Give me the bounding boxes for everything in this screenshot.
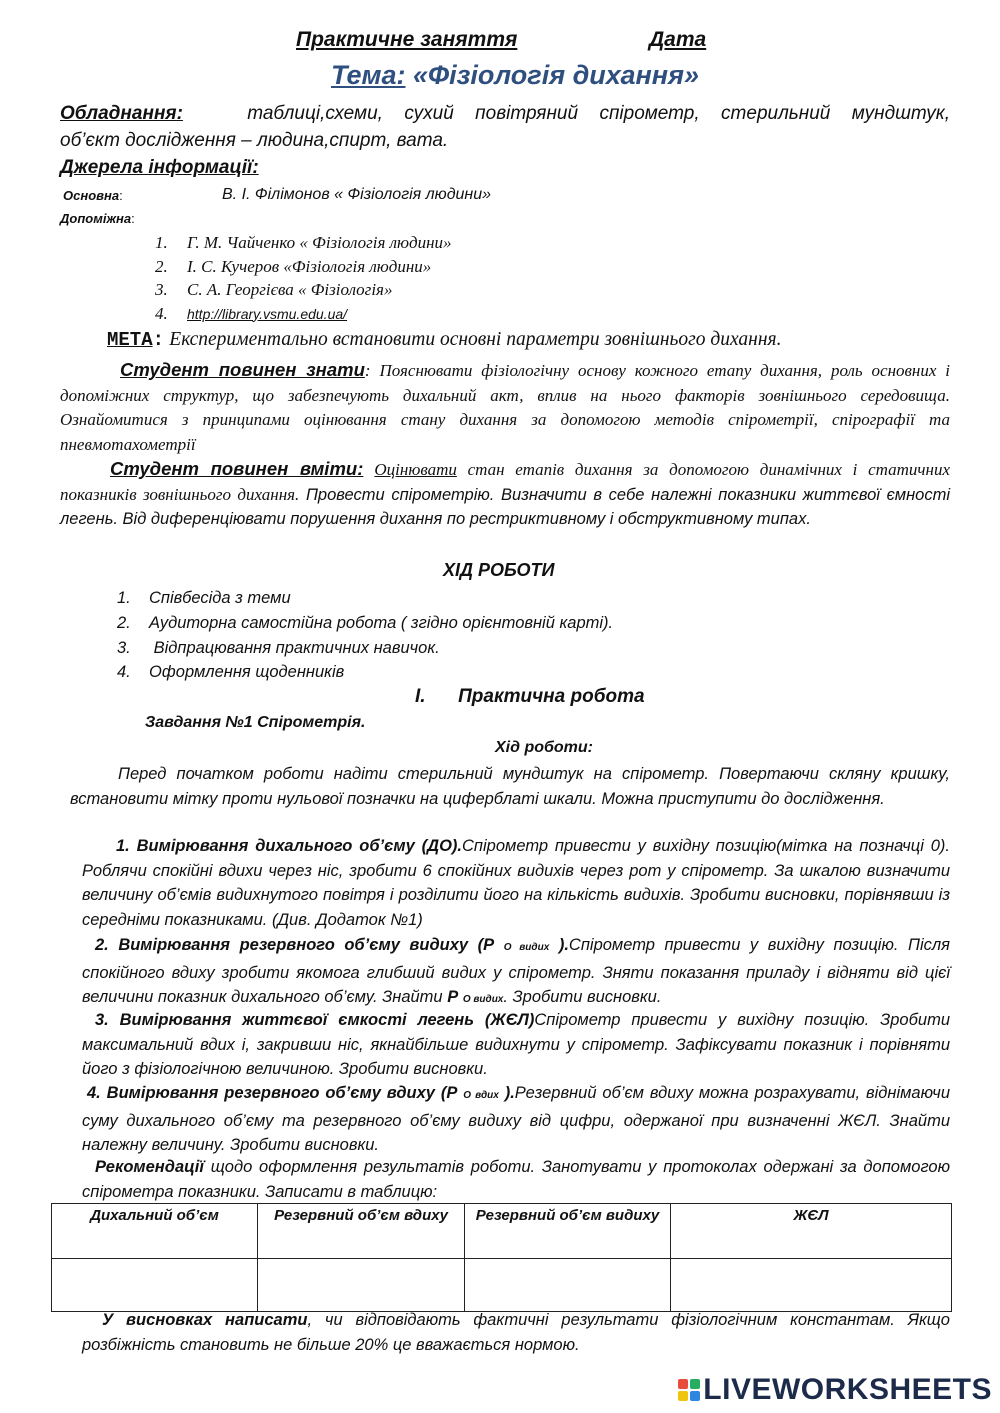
goal-block: МЕТА: Експериментально встановити основні параметри зовнішнього дихання. <box>107 329 782 351</box>
practical-title: Практична робота <box>458 686 645 707</box>
step-1-text: Спірометр привести у вихідну позицію(мітка на позначці 0). Роблячи спокійні вдихи через ніс, зробити 6 спокійних видихів через рот у спірометр. За шкалою визначити величину об’ємів видихнутого повітря і розділити його на кількість видихів. Зробити висновки, порівнявши із середніми показниками. (Див. Додаток №1) <box>82 837 951 929</box>
list-item: 2. І. С. Кучеров «Фізіологія людини» <box>155 256 432 276</box>
equipment-block <box>60 100 950 154</box>
conclusion-label: У висновках написати <box>102 1311 308 1329</box>
skills-block: Студент повинен вміти: Оцінювати стан етапів дихання за допомогою динамічних і статичних показників зовнішнього дихання. Провести спірометрію. Визначити в себе належні показники життєвої ємності легень. Від диференціювати порушення дихання по рестриктивному і обструктивному типах. <box>60 458 951 528</box>
logo-text: LIVEWORKSHEETS <box>703 1373 992 1406</box>
list-item: 1. Г. М. Чайченко « Фізіологія людини» <box>155 233 452 252</box>
equipment-label: Обладнання: <box>60 103 183 124</box>
table-header: Резервний об’єм вдиху <box>258 1204 465 1259</box>
goal-text: Експериментально встановити основні параметри зовнішнього дихання. <box>169 329 782 350</box>
page-title <box>331 60 699 91</box>
recommendations: Рекомендації щодо оформлення результатів роботи. Занотувати у протоколах одержані за допомогою спірометра показники. Записати в таблицю: <box>82 1158 950 1201</box>
practical-heading <box>415 686 645 708</box>
table-row <box>52 1259 952 1312</box>
step-4: 4. Вимірювання резервного об’єму вдиху (Р О вдих ).Резервний об’єм вдиху можна розрахувати, віднімаючи суму дихального об’єму та резервного об’єму видиху від цифри, одержаної при визначенні ЖЄЛ. Знайти належну величину. Зробити висновки. <box>82 1084 950 1154</box>
topic-label: Тема: <box>331 60 406 90</box>
intro-paragraph: Перед початком роботи надіти стерильний мундштук на спірометр. Повертаючи скляну кришку, встановити мітку проти нульової позначки на циферблаті шкали. Можна приступити до дослідження. <box>70 765 950 808</box>
list-item: 4. http://library.vsmu.edu.ua/ <box>155 303 348 323</box>
list-item: 3. С. А. Георгієва « Фізіологія» <box>155 280 393 299</box>
workflow-list <box>117 586 613 685</box>
skills-text-start: Оцінювати <box>374 460 457 479</box>
table-cell[interactable] <box>465 1259 671 1312</box>
liveworksheets-logo <box>678 1373 992 1407</box>
library-link[interactable]: http://library.vsmu.edu.ua/ <box>187 305 348 322</box>
sources-main: Основна: <box>63 188 123 203</box>
table-header: Резервний об’єм видиху <box>465 1204 671 1259</box>
step-1-title: 1. Вимірювання дихального об’єму (ДО). <box>116 837 462 855</box>
table-header: Дихальний об’єм <box>52 1204 258 1259</box>
goal-label: МЕТА <box>107 329 153 351</box>
table-cell[interactable] <box>52 1259 258 1312</box>
header-practical: Практичне заняття <box>296 28 518 51</box>
skills-label: Студент повинен вміти: <box>110 458 364 479</box>
step-2: 2. Вимірювання резервного об’єму видиху (Р О видих ).Спірометр привести у вихідну позицію. Після спокійного вдиху зробити якомога глибший видих у спірометр. Зняти показання приладу і відняти від цієї величини показник дихального об’єму. Знайти Р О видих. Зробити висновки. <box>82 936 950 1006</box>
sources-main-text: В. І. Філімонов « Фізіологія людини» <box>222 186 492 203</box>
know-text: Пояснювати фізіологічну основу кожного етапу дихання, роль основних і допоміжних структур, що забезпечують дихальний акт, вплив на нього факторів зовнішнього середовища. Ознайомитися з принципами оцінювання стану дихання за допомогою методів спірометрії, спірографії та пневмотахометрії <box>60 361 950 454</box>
sources-heading: Джерела інформації: <box>60 157 259 178</box>
course-title: Хід роботи: <box>495 739 594 756</box>
skills-text-rest: Провести спірометрію. Визначити в себе належні показники життєвої ємності легень. Від диференціювати порушення дихання по рестриктивному і обструктивному типах. <box>60 485 951 528</box>
workflow-heading: ХІД РОБОТИ <box>443 560 555 580</box>
header-date: Дата <box>649 28 707 51</box>
table-header-row <box>52 1204 952 1259</box>
know-label: Студент повинен знати <box>120 359 365 380</box>
topic-text: «Фізіологія дихання» <box>412 60 699 90</box>
know-block: Студент повинен знати: Пояснювати фізіологічну основу кожного етапу дихання, роль основних і допоміжних структур, що забезпечують дихальний акт, вплив на нього факторів зовнішнього середовища. Ознайомитися з принципами оцінювання стану дихання за допомогою методів спірометрії, спірографії та пневмотахометрії <box>60 359 950 454</box>
table-cell[interactable] <box>258 1259 465 1312</box>
table-header: ЖЄЛ <box>671 1204 952 1259</box>
practical-roman: I. <box>415 686 426 707</box>
table-cell[interactable] <box>671 1259 952 1312</box>
sources-main-label: Основна <box>63 188 120 203</box>
step-3: 3. Вимірювання життєвої ємкості легень (ЖЄЛ)Спірометр привести у вихідну позицію. Зробити максимальний вдих і, закривши ніс, якнайбільше видихнути у спірометр. Зафіксувати показник і порівняти його з фізіологічною величиною. Зробити висновки. <box>82 1011 950 1078</box>
results-table <box>51 1203 952 1312</box>
conclusion: У висновках написати, чи відповідають фактичні результати фізіологічним константам. Якщо розбіжність становить не більше 20% це вважається нормою. <box>82 1311 950 1354</box>
list-item: 1. Співбесіда з теми <box>117 589 291 607</box>
sources-aux-label: Допоміжна <box>60 211 132 226</box>
recommendations-label: Рекомендації <box>95 1158 204 1176</box>
list-item: 3. Відпрацювання практичних навичок. <box>117 638 440 657</box>
list-item: 4. Оформлення щоденників <box>117 663 345 682</box>
task-title: Завдання №1 Спірометрія. <box>145 714 366 731</box>
logo-mark-icon <box>678 1379 700 1401</box>
sources-aux: Допоміжна: <box>60 211 135 226</box>
list-item: 2. Аудиторна самостійна робота ( згідно орієнтовній карті). <box>117 613 614 632</box>
equipment-text-2: об’єкт дослідження – людина,спирт, вата. <box>60 130 449 151</box>
aux-list <box>155 231 452 326</box>
equipment-text-1: таблиці,схеми, сухий повітряний спірометр, стерильний мундштук, <box>247 103 950 124</box>
step-1 <box>82 834 950 932</box>
